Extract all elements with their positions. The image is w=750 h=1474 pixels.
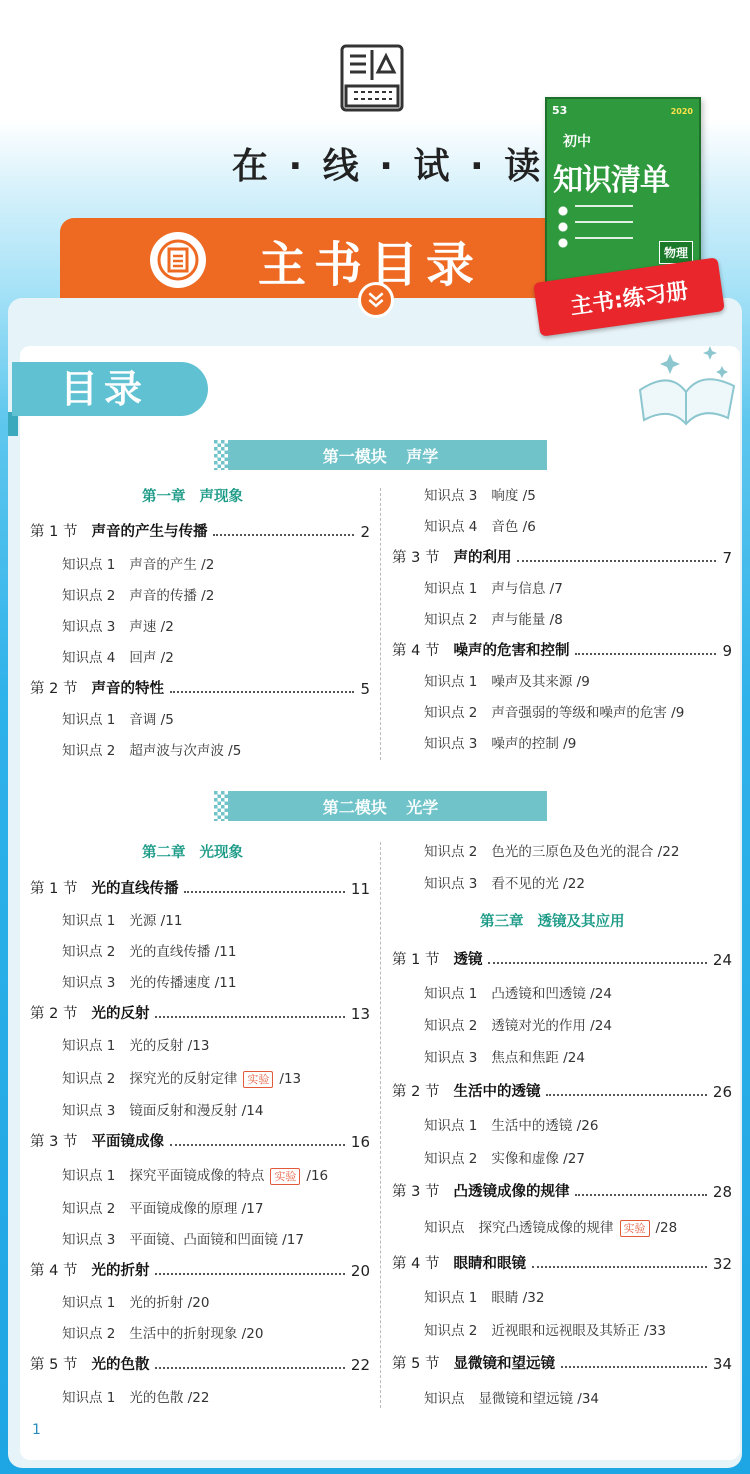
chapter-heading <box>142 844 243 862</box>
point-title: 探究光的反射定律 <box>129 1071 238 1087</box>
toc-section-entry <box>392 951 732 969</box>
toc-point-entry <box>424 611 563 629</box>
point-title: 音色 /6 <box>491 519 536 535</box>
point-title: 声音强弱的等级和噪声的危害 /9 <box>491 705 685 721</box>
section-page: 24 <box>712 951 732 969</box>
toc-point-entry <box>424 487 536 505</box>
toc-point-entry <box>62 1294 209 1312</box>
toc-section-entry <box>392 642 732 660</box>
point-title: 光源 /11 <box>129 913 183 929</box>
point-number: 知识点 2 <box>62 944 116 960</box>
point-number: 知识点 <box>424 1391 465 1407</box>
point-title: 声与信息 /7 <box>491 581 563 597</box>
point-number: 知识点 2 <box>424 1151 478 1167</box>
point-number: 知识点 2 <box>62 1071 116 1087</box>
book-text-lines <box>575 205 633 249</box>
point-number: 知识点 <box>424 1220 465 1236</box>
section-number: 第 5 节 <box>392 1356 440 1372</box>
toc-section-entry <box>392 1083 732 1101</box>
point-title: 回声 /2 <box>129 650 174 666</box>
point-number: 知识点 2 <box>424 1323 478 1339</box>
point-number: 知识点 1 <box>62 1390 116 1406</box>
point-title: 实像和虚像 /27 <box>491 1151 585 1167</box>
section-page: 28 <box>712 1183 732 1201</box>
toc-point-entry <box>424 1049 585 1067</box>
book-bullet-dots <box>557 203 569 251</box>
experiment-tag: 实验 <box>243 1071 273 1088</box>
point-title: 凸透镜和凹透镜 /24 <box>491 986 612 1002</box>
section-number: 第 3 节 <box>30 1134 78 1150</box>
chapter-name: 光现象 <box>199 845 243 861</box>
section-number: 第 1 节 <box>30 524 78 540</box>
toc-point-entry <box>424 1117 598 1135</box>
book-subject: 物理 <box>659 241 693 264</box>
point-title: 噪声及其来源 /9 <box>491 674 590 690</box>
toc-point-entry <box>62 1037 209 1055</box>
point-number: 知识点 1 <box>62 1295 116 1311</box>
section-number: 第 3 节 <box>392 550 440 566</box>
dot-leader <box>170 683 355 693</box>
chapter-name: 声现象 <box>199 489 243 505</box>
toc-section-entry <box>392 1183 732 1201</box>
point-title: 生活中的透镜 /26 <box>491 1118 599 1134</box>
toc-section-entry <box>30 680 370 698</box>
banner-title: 主书目录 <box>258 237 483 293</box>
section-page: 20 <box>350 1262 370 1280</box>
point-number: 知识点 4 <box>424 519 478 535</box>
point-title: 平面镜成像的原理 /17 <box>129 1201 264 1217</box>
section-number: 第 1 节 <box>392 952 440 968</box>
section-page: 34 <box>712 1355 732 1373</box>
chevron-down-icon <box>358 282 394 318</box>
section-number: 第 3 节 <box>392 1184 440 1200</box>
point-number: 知识点 2 <box>424 844 478 860</box>
checker-pattern <box>214 440 228 470</box>
section-page: 7 <box>722 549 732 567</box>
toc-point-entry <box>62 912 182 930</box>
section-title: 眼睛和眼镜 <box>453 1256 526 1272</box>
section-page: 32 <box>712 1255 732 1273</box>
point-number: 知识点 3 <box>424 488 478 504</box>
toc-point-entry <box>62 974 236 992</box>
toc-point-entry <box>424 1017 612 1035</box>
section-title: 光的色散 <box>91 1357 150 1373</box>
dot-leader <box>155 1008 344 1018</box>
toc-point-entry <box>62 1389 209 1407</box>
module-title: 第一模块 声学 <box>322 446 439 466</box>
point-number: 知识点 3 <box>62 975 116 991</box>
section-number: 第 5 节 <box>30 1357 78 1373</box>
point-number: 知识点 3 <box>62 619 116 635</box>
section-title: 显微镜和望远镜 <box>453 1356 555 1372</box>
point-number: 知识点 1 <box>62 557 116 573</box>
toc-point-entry <box>424 1390 599 1408</box>
point-title: 色光的三原色及色光的混合 /22 <box>491 844 680 860</box>
book-title: 知识清单 <box>553 163 669 198</box>
open-book-icon <box>630 340 742 430</box>
point-number: 知识点 2 <box>424 1018 478 1034</box>
point-number: 知识点 3 <box>424 736 478 752</box>
point-number: 知识点 3 <box>62 1103 116 1119</box>
section-title: 光的直线传播 <box>91 881 179 897</box>
column-divider <box>380 842 381 1408</box>
point-number: 知识点 4 <box>62 650 116 666</box>
section-title: 光的反射 <box>91 1006 150 1022</box>
section-title: 声音的特性 <box>91 681 164 697</box>
section-title: 平面镜成像 <box>91 1134 164 1150</box>
dot-leader <box>155 1359 344 1369</box>
dot-leader <box>561 1358 707 1368</box>
point-number: 知识点 2 <box>62 743 116 759</box>
module-title: 第二模块 光学 <box>322 797 439 817</box>
chapter-heading <box>142 488 243 506</box>
toc-section-entry <box>392 549 732 567</box>
chapter-name: 透镜及其应用 <box>537 914 625 930</box>
point-number: 知识点 2 <box>62 1201 116 1217</box>
point-title: 生活中的折射现象 /20 <box>129 1326 264 1342</box>
point-number: 知识点 1 <box>424 986 478 1002</box>
toc-point-entry <box>62 742 241 760</box>
toc-point-entry <box>424 875 585 893</box>
point-title: 声与能量 /8 <box>491 612 563 628</box>
keyboard-book-icon <box>336 42 408 114</box>
experiment-tag: 实验 <box>270 1168 300 1185</box>
toc-point-entry <box>424 843 679 861</box>
column-divider <box>380 488 381 760</box>
toc-point-entry <box>62 1325 263 1343</box>
point-title: 声速 /2 <box>129 619 174 635</box>
page-number: 1 <box>32 1422 41 1438</box>
toc-point-entry <box>424 1322 666 1340</box>
point-title: 镜面反射和漫反射 /14 <box>129 1103 264 1119</box>
point-title: 光的色散 /22 <box>129 1390 210 1406</box>
dot-leader <box>546 1086 706 1096</box>
point-number: 知识点 1 <box>424 581 478 597</box>
section-number: 第 4 节 <box>30 1263 78 1279</box>
point-title: 音调 /5 <box>129 712 174 728</box>
section-page: 22 <box>350 1356 370 1374</box>
point-number: 知识点 2 <box>62 588 116 604</box>
dot-leader <box>213 526 354 536</box>
toc-section-entry <box>30 880 370 898</box>
toc-section-entry <box>30 1133 370 1151</box>
toc-point-entry <box>62 1070 301 1088</box>
point-title: 探究平面镜成像的特点 <box>129 1168 265 1184</box>
toc-point-entry <box>62 556 214 574</box>
checker-pattern <box>214 791 228 821</box>
point-page: /16 <box>306 1168 329 1184</box>
section-title: 凸透镜成像的规律 <box>453 1184 570 1200</box>
point-number: 知识点 1 <box>62 1168 116 1184</box>
point-number: 知识点 1 <box>62 712 116 728</box>
section-title: 噪声的危害和控制 <box>453 643 570 659</box>
toc-point-entry <box>424 985 612 1003</box>
point-number: 知识点 2 <box>424 612 478 628</box>
section-page: 11 <box>350 880 370 898</box>
dot-leader <box>184 883 344 893</box>
dot-leader <box>575 1186 706 1196</box>
dot-leader <box>170 1136 345 1146</box>
chapter-heading <box>480 913 625 931</box>
toc-point-entry <box>424 518 536 536</box>
point-number: 知识点 1 <box>424 1118 478 1134</box>
toc-section-entry <box>30 523 370 541</box>
point-title: 声音的传播 /2 <box>129 588 215 604</box>
point-number: 知识点 1 <box>424 674 478 690</box>
section-number: 第 1 节 <box>30 881 78 897</box>
section-page: 16 <box>350 1133 370 1151</box>
section-title: 光的折射 <box>91 1263 150 1279</box>
dot-leader <box>517 552 716 562</box>
point-title: 声音的产生 /2 <box>129 557 215 573</box>
section-page: 2 <box>360 523 370 541</box>
toc-point-entry <box>424 1289 544 1307</box>
chapter-number: 第二章 <box>142 845 186 861</box>
dot-leader <box>575 645 716 655</box>
list-document-icon <box>150 232 206 288</box>
book-subtitle: 初中 <box>563 134 591 150</box>
toc-point-entry <box>424 1219 677 1237</box>
point-number: 知识点 2 <box>62 1326 116 1342</box>
point-title: 光的反射 /13 <box>129 1038 210 1054</box>
point-number: 知识点 1 <box>62 913 116 929</box>
experiment-tag: 实验 <box>620 1220 650 1237</box>
point-title: 光的折射 /20 <box>129 1295 210 1311</box>
toc-section-entry <box>392 1355 732 1373</box>
point-title: 探究凸透镜成像的规律 <box>478 1220 614 1236</box>
toc-point-entry <box>62 711 174 729</box>
point-number: 知识点 1 <box>424 1290 478 1306</box>
toc-point-entry <box>62 1231 304 1249</box>
section-number: 第 2 节 <box>392 1084 440 1100</box>
point-number: 知识点 1 <box>62 1038 116 1054</box>
toc-point-entry <box>424 704 684 722</box>
book-year: 2020 <box>670 107 693 116</box>
dot-leader <box>155 1265 344 1275</box>
chapter-number: 第一章 <box>142 489 186 505</box>
toc-point-entry <box>424 673 590 691</box>
point-title: 显微镜和望远镜 /34 <box>478 1391 600 1407</box>
section-number: 第 2 节 <box>30 1006 78 1022</box>
point-title: 平面镜、凸面镜和凹面镜 /17 <box>129 1232 304 1248</box>
point-number: 知识点 3 <box>424 876 478 892</box>
point-title: 噪声的控制 /9 <box>491 736 577 752</box>
dot-leader <box>532 1258 707 1268</box>
toc-point-entry <box>424 1150 585 1168</box>
toc-point-entry <box>62 1200 263 1218</box>
section-page: 26 <box>712 1083 732 1101</box>
point-title: 看不见的光 /22 <box>491 876 585 892</box>
book-brand: 53 <box>552 104 568 117</box>
toc-section-entry <box>30 1005 370 1023</box>
toc-section-entry <box>30 1356 370 1374</box>
section-number: 第 4 节 <box>392 643 440 659</box>
toc-point-entry <box>424 735 576 753</box>
point-number: 知识点 3 <box>62 1232 116 1248</box>
section-title: 生活中的透镜 <box>453 1084 541 1100</box>
book-ribbon: 主书:练习册 <box>533 257 725 336</box>
toc-section-entry <box>392 1255 732 1273</box>
point-title: 焦点和焦距 /24 <box>491 1050 585 1066</box>
page-header-title: 在 · 线 · 试 · 读 <box>232 146 545 187</box>
toc-point-entry <box>62 943 236 961</box>
point-title: 光的传播速度 /11 <box>129 975 237 991</box>
point-page: /13 <box>279 1071 302 1087</box>
point-number: 知识点 2 <box>424 705 478 721</box>
section-page: 5 <box>360 680 370 698</box>
toc-section-entry <box>30 1262 370 1280</box>
section-title: 透镜 <box>453 952 483 968</box>
section-page: 13 <box>350 1005 370 1023</box>
point-title: 超声波与次声波 /5 <box>129 743 242 759</box>
point-title: 近视眼和远视眼及其矫正 /33 <box>491 1323 666 1339</box>
point-title: 光的直线传播 /11 <box>129 944 237 960</box>
point-title: 透镜对光的作用 /24 <box>491 1018 612 1034</box>
point-number: 知识点 3 <box>424 1050 478 1066</box>
toc-point-entry <box>62 649 174 667</box>
module-header-optics <box>214 791 547 821</box>
section-number: 第 4 节 <box>392 1256 440 1272</box>
chapter-number: 第三章 <box>480 914 524 930</box>
toc-point-entry <box>62 587 214 605</box>
dot-leader <box>488 954 706 964</box>
section-number: 第 2 节 <box>30 681 78 697</box>
point-title: 响度 /5 <box>491 488 536 504</box>
module-header-acoustics <box>214 440 547 470</box>
section-title: 声音的产生与传播 <box>91 524 208 540</box>
toc-tab-title: 目录 <box>60 367 149 411</box>
point-title: 眼睛 /32 <box>491 1290 545 1306</box>
toc-point-entry <box>62 1102 263 1120</box>
section-title: 声的利用 <box>453 550 512 566</box>
point-page: /28 <box>655 1220 678 1236</box>
toc-point-entry <box>62 618 174 636</box>
toc-point-entry <box>424 580 563 598</box>
toc-point-entry <box>62 1167 328 1185</box>
section-page: 9 <box>722 642 732 660</box>
